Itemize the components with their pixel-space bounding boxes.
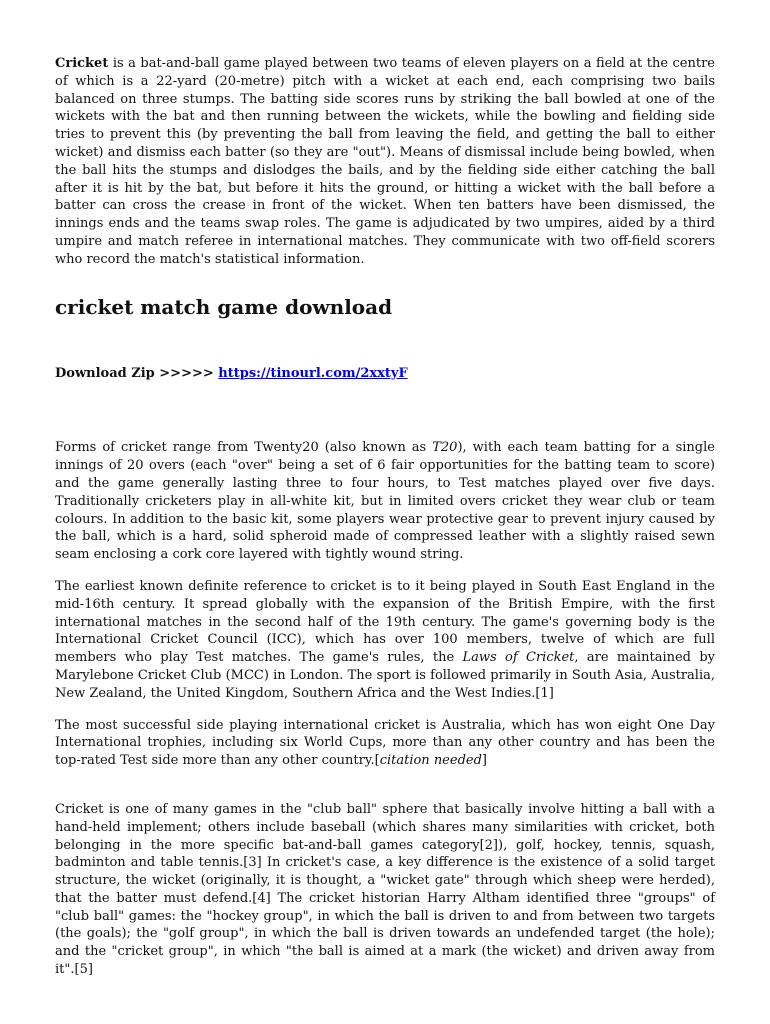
forms-paragraph — [55, 439, 715, 564]
history-text-before: The earliest known definite reference to cricket is to it being played in South East England in the mid-16th century. It spread globally with the expansion of the British Empire, with the first international matches in the second half of the 19th century. The game's governing body is the International Cricket Council (ICC), which has over 100 members, twelve of which are full members who play Test matches. The game's rules, the — [55, 578, 715, 666]
australia-text-before: The most successful side playing international cricket is Australia, which has won eight One Day International trophies, including six World Cups, more than any other country and has been the top-rated Test side more than any other country.[ — [55, 717, 715, 769]
australia-text-italic: citation needed — [379, 753, 482, 769]
intro-text: is a bat-and-ball game played between two teams of eleven players on a field at the centre of which is a 22-yard (20-metre) pitch with a wicket at each end, each comprising two bails balanced on three stumps. The batting side scores runs by striking the ball bowled at one of the wickets with the bat and then running between the wickets, while the bowling and fielding side tries to prevent this (by preventing the ball from leaving the field, and getting the ball to either wicket) and dismiss each batter (so they are "out"). Means of dismissal include being bowled, when the ball hits the stumps and dislodges the bails, and by the fielding side either catching the ball after it is hit by the bat, but before it hits the ground, or hitting a wicket with the ball before a batter can cross the crease in front of the wicket. When ten batters have been dismissed, the innings ends and the teams swap roles. The game is adjudicated by two umpires, aided by a third umpire and match referee in international matches. They communicate with two off-field scorers who record the match's statistical information. — [55, 56, 715, 267]
page-heading: cricket match game download — [55, 294, 393, 319]
download-link[interactable]: https://tinourl.com/2xxtyF — [218, 365, 408, 381]
history-text-after: , are maintained by Marylebone Cricket Club (MCC) in London. The sport is followed primarily in South Asia, Australia, New Zealand, the United Kingdom, Southern Africa and the West Indies.[1] — [55, 650, 715, 701]
download-line — [55, 365, 715, 383]
document-page — [55, 55, 715, 979]
clubball-paragraph: Cricket is one of many games in the "club ball" sphere that basically involve hitting a ball with a hand-held implement; others include baseball (which shares many similarities with cricket, both belonging in the more specific bat-and-ball games category[2]), golf, hockey, tennis, squash, badminton and table tennis.[3] In cricket's case, a key difference is the existence of a solid target structure, the wicket (originally, it is thought, a "wicket gate" through which sheep were herded), that the batter must defend.[4] The cricket historian Harry Altham identified three "groups" of "club ball" games: the "hockey group", in which the ball is driven to and from between two targets (the goals); the "golf group", in which the ball is driven towards an undefended target (the hole); and the "cricket group", in which "the ball is aimed at a mark (the wicket) and driven away from it".[5] — [55, 801, 715, 978]
history-paragraph — [55, 578, 715, 703]
download-label: Download Zip >>>>> — [55, 365, 219, 381]
intro-lead-bold: Cricket — [55, 56, 109, 71]
forms-text-italic: T20 — [432, 440, 458, 456]
australia-text-after: ] — [481, 753, 487, 769]
forms-text-before: Forms of cricket range from Twenty20 (also known as — [55, 440, 433, 456]
history-text-italic: Laws of Cricket — [462, 650, 575, 666]
intro-paragraph — [55, 55, 715, 269]
australia-paragraph — [55, 717, 715, 770]
forms-text-after: ), with each team batting for a single innings of 20 overs (each "over" being a set of 6 fair opportunities for the batting team to score) and the game generally lasting three to four hours, to Test matches played over five days. Traditionally cricketers play in all-white kit, but in limited overs cricket they wear club or team colours. In addition to the basic kit, some players wear protective gear to prevent injury caused by the ball, which is a hard, solid spheroid made of compressed leather with a slightly raised sewn seam enclosing a cork core layered with tightly wound string. — [55, 440, 715, 563]
